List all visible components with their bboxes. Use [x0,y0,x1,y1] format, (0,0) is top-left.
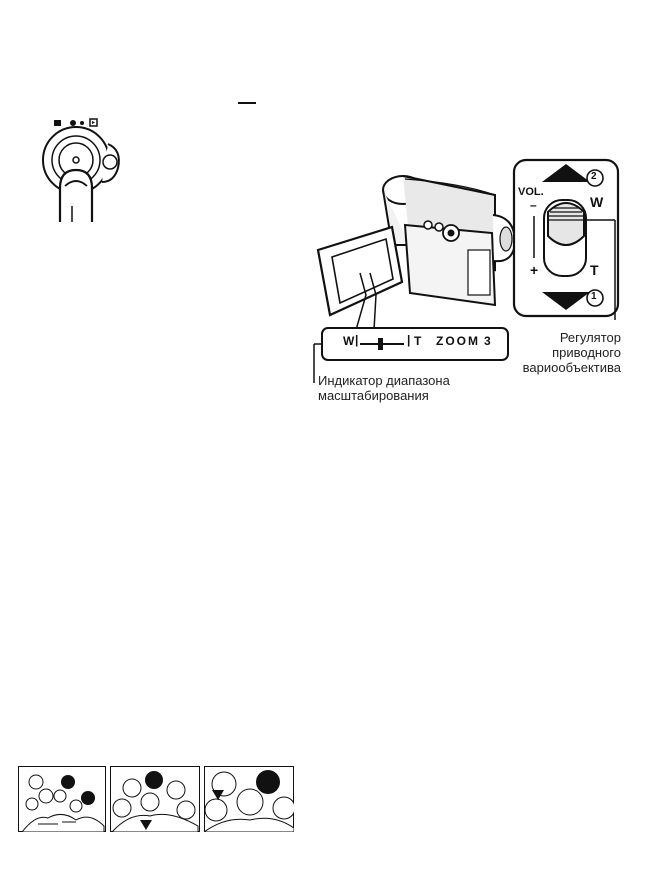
vol-label: VOL. [518,186,544,198]
zoom-lever-callout-line-3: вариообъектива [522,360,621,375]
zoom-w-mark: W [343,334,355,348]
plus-label: + [530,262,539,278]
camcorder-illustration [310,155,520,330]
zoom-value: 3 [484,334,491,348]
zoom-w-tick: | [355,333,359,347]
tele-group-photo [204,766,294,832]
top-dash [238,102,256,104]
zoom-lever-closeup [500,158,620,320]
zoom-range-callout [318,373,478,403]
zoom-lever-callout-line-1: Регулятор [559,330,621,345]
minus-label: – [530,198,537,212]
zoom-range-callout-line-2: масштабирования [318,388,429,403]
circle-2-label: 2 [591,171,597,182]
circle-1-label: 1 [591,291,597,302]
zoom-t-mark: T [414,334,422,348]
zoom-lever-callout-line-2: приводного [552,345,621,360]
wide-group-photo [18,766,106,832]
zoom-range-callout-line-1: Индикатор диапазона [318,373,450,388]
mid-group-photo [110,766,200,832]
mode-dial-icons [54,119,97,126]
t-label: T [590,262,599,278]
zoom-t-tick: | [407,333,411,347]
button-press-illustration [38,110,128,225]
zoom-lever-callout [505,330,621,375]
w-label: W [590,194,604,210]
zoom-label: ZOOM [436,334,480,348]
